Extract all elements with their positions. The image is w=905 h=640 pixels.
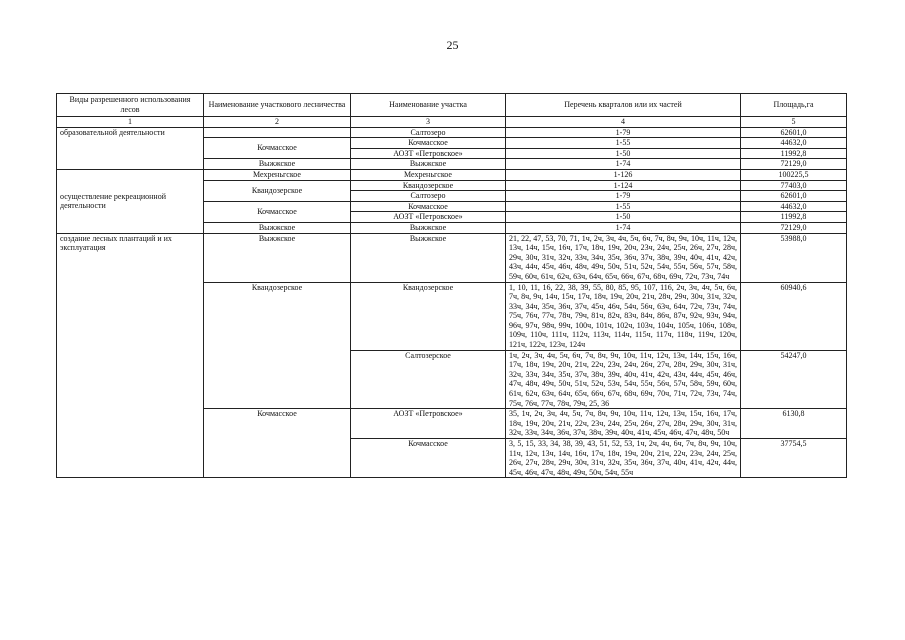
site-cell: АОЗТ «Петровское»: [351, 409, 506, 439]
site-cell: Кочмасское: [351, 138, 506, 149]
site-cell: Мехреньгское: [351, 169, 506, 180]
site-cell: Салтозеро: [351, 191, 506, 202]
area-cell: 72129,0: [741, 159, 847, 170]
area-cell: 37754,5: [741, 439, 847, 478]
site-cell: АОЗТ «Петровское»: [351, 148, 506, 159]
area-cell: 100225,5: [741, 169, 847, 180]
area-cell: 60940,6: [741, 282, 847, 350]
forestry-cell: [204, 127, 351, 138]
area-cell: 77403,0: [741, 180, 847, 191]
page-number: 25: [446, 38, 459, 52]
site-cell: Выжжское: [351, 233, 506, 282]
quarters-cell: 1, 10, 11, 16, 22, 38, 39, 55, 80, 85, 95, 107, 116, 2ч, 3ч, 4ч, 5ч, 6ч, 7ч, 8ч, 9ч, 14ч, 15ч, 17ч, 18ч, 19ч, 20ч, 21ч, 28ч, 29ч, 30ч, 31ч, 32ч, 33ч, 34ч, 35ч, 36ч, 37ч, 45ч, 46ч, 54ч, 56ч, 63ч, 64ч, 72ч, 73ч, 74ч, 75ч, 76ч, 77ч, 78ч, 79ч, 81ч, 82ч, 83ч, 84ч, 86ч, 87ч, 92ч, 93ч, 94ч, 96ч, 97ч, 98ч, 99ч, 100ч, 101ч, 102ч, 103ч, 104ч, 105ч, 106ч, 108ч, 109ч, 110ч, 111ч, 112ч, 113ч, 114ч, 115ч, 117ч, 118ч, 119ч, 120ч, 121ч, 122ч, 123ч, 124ч: [506, 282, 741, 350]
forestry-cell: Кочмасское: [204, 138, 351, 159]
quarters-cell: 1-74: [506, 222, 741, 233]
quarters-cell: 1-50: [506, 148, 741, 159]
forestry-cell: Выжжское: [204, 159, 351, 170]
header-row: [57, 94, 847, 117]
forest-use-table: [56, 93, 847, 478]
header-use-type: Виды разрешенного использования лесов: [57, 94, 204, 117]
header-area: Площадь,га: [741, 94, 847, 117]
area-cell: 44632,0: [741, 201, 847, 212]
site-cell: Выжжское: [351, 159, 506, 170]
quarters-cell: 35, 1ч, 2ч, 3ч, 4ч, 5ч, 7ч, 8ч, 9ч, 10ч, 11ч, 12ч, 13ч, 15ч, 16ч, 17ч, 18ч, 19ч, 20ч, 21ч, 22ч, 23ч, 24ч, 25ч, 26ч, 27ч, 28ч, 29ч, 30ч, 31ч, 32ч, 33ч, 34ч, 36ч, 37ч, 38ч, 39ч, 40ч, 41ч, 45ч, 46ч, 47ч, 48ч, 50ч: [506, 409, 741, 439]
col-index: 4: [506, 117, 741, 128]
site-cell: АОЗТ «Петровское»: [351, 212, 506, 223]
quarters-cell: 3, 5, 15, 33, 34, 38, 39, 43, 51, 52, 53, 1ч, 2ч, 4ч, 6ч, 7ч, 8ч, 9ч, 10ч, 11ч, 12ч, 13ч, 14ч, 16ч, 17ч, 18ч, 19ч, 20ч, 21ч, 22ч, 23ч, 24ч, 25ч, 26ч, 27ч, 28ч, 29ч, 30ч, 31ч, 32ч, 35ч, 36ч, 37ч, 40ч, 41ч, 42ч, 44ч, 45ч, 46ч, 47ч, 48ч, 49ч, 50ч, 54ч, 55ч: [506, 439, 741, 478]
forestry-cell: Мехреньгское: [204, 169, 351, 180]
index-row: [57, 117, 847, 128]
area-cell: 6130,8: [741, 409, 847, 439]
col-index: 2: [204, 117, 351, 128]
table-row: [57, 233, 847, 282]
area-cell: 72129,0: [741, 222, 847, 233]
quarters-cell: 1-124: [506, 180, 741, 191]
col-index: 5: [741, 117, 847, 128]
header-site: Наименование участка: [351, 94, 506, 117]
quarters-cell: 1-74: [506, 159, 741, 170]
forestry-cell: Выжжское: [204, 222, 351, 233]
use-type-cell: осуществление рекреационной деятельности: [57, 169, 204, 233]
area-cell: 54247,0: [741, 350, 847, 409]
forestry-cell: Выжжское: [204, 233, 351, 282]
quarters-cell: 1-79: [506, 191, 741, 202]
area-cell: 62601,0: [741, 191, 847, 202]
site-cell: Салтозеро: [351, 127, 506, 138]
table-row: [57, 127, 847, 138]
area-cell: 62601,0: [741, 127, 847, 138]
site-cell: Квандозерское: [351, 180, 506, 191]
site-cell: Квандозерское: [351, 282, 506, 350]
area-cell: 11992,8: [741, 148, 847, 159]
area-cell: 44632,0: [741, 138, 847, 149]
quarters-cell: 1-79: [506, 127, 741, 138]
table-row: [57, 169, 847, 180]
quarters-cell: 21, 22, 47, 53, 70, 71, 1ч, 2ч, 3ч, 4ч, 5ч, 6ч, 7ч, 8ч, 9ч, 10ч, 11ч, 12ч, 13ч, 14ч, 15ч, 16ч, 17ч, 18ч, 19ч, 20ч, 23ч, 24ч, 25ч, 26ч, 27ч, 28ч, 29ч, 30ч, 31ч, 32ч, 33ч, 34ч, 35ч, 36ч, 37ч, 38ч, 39ч, 40ч, 41ч, 42ч, 43ч, 44ч, 45ч, 46ч, 48ч, 49ч, 50ч, 51ч, 52ч, 54ч, 55ч, 56ч, 57ч, 58ч, 59ч, 60ч, 61ч, 62ч, 63ч, 64ч, 65ч, 66ч, 67ч, 68ч, 69ч, 72ч, 73ч, 74ч: [506, 233, 741, 282]
header-forestry: Наименование участкового лесничества: [204, 94, 351, 117]
site-cell: Кочмасское: [351, 201, 506, 212]
forestry-cell: Кочмасское: [204, 409, 351, 478]
site-cell: Выжжское: [351, 222, 506, 233]
quarters-cell: 1-50: [506, 212, 741, 223]
header-quarters: Перечень кварталов или их частей: [506, 94, 741, 117]
quarters-cell: 1-55: [506, 138, 741, 149]
site-cell: Кочмасское: [351, 439, 506, 478]
use-type-cell: образовательной деятельности: [57, 127, 204, 169]
area-cell: 11992,8: [741, 212, 847, 223]
col-index: 1: [57, 117, 204, 128]
forestry-cell: Квандозерское: [204, 180, 351, 201]
quarters-cell: 1-126: [506, 169, 741, 180]
use-type-cell: создание лесных плантаций и их эксплуатация: [57, 233, 204, 478]
col-index: 3: [351, 117, 506, 128]
site-cell: Салтозерское: [351, 350, 506, 409]
quarters-cell: 1-55: [506, 201, 741, 212]
quarters-cell: 1ч, 2ч, 3ч, 4ч, 5ч, 6ч, 7ч, 8ч, 9ч, 10ч, 11ч, 12ч, 13ч, 14ч, 15ч, 16ч, 17ч, 18ч, 19ч, 20ч, 21ч, 22ч, 23ч, 24ч, 26ч, 27ч, 28ч, 29ч, 30ч, 31ч, 32ч, 33ч, 34ч, 35ч, 37ч, 38ч, 39ч, 40ч, 41ч, 42ч, 43ч, 44ч, 45ч, 46ч, 47ч, 48ч, 49ч, 50ч, 51ч, 52ч, 53ч, 54ч, 55ч, 56ч, 57ч, 58ч, 59ч, 60ч, 61ч, 62ч, 63ч, 64ч, 65ч, 66ч, 67ч, 68ч, 69ч, 70ч, 71ч, 72ч, 73ч, 74ч, 75ч, 76ч, 77ч, 78ч, 79ч, 25, 36: [506, 350, 741, 409]
forestry-cell: Квандозерское: [204, 282, 351, 409]
forestry-cell: Кочмасское: [204, 201, 351, 222]
area-cell: 53988,0: [741, 233, 847, 282]
